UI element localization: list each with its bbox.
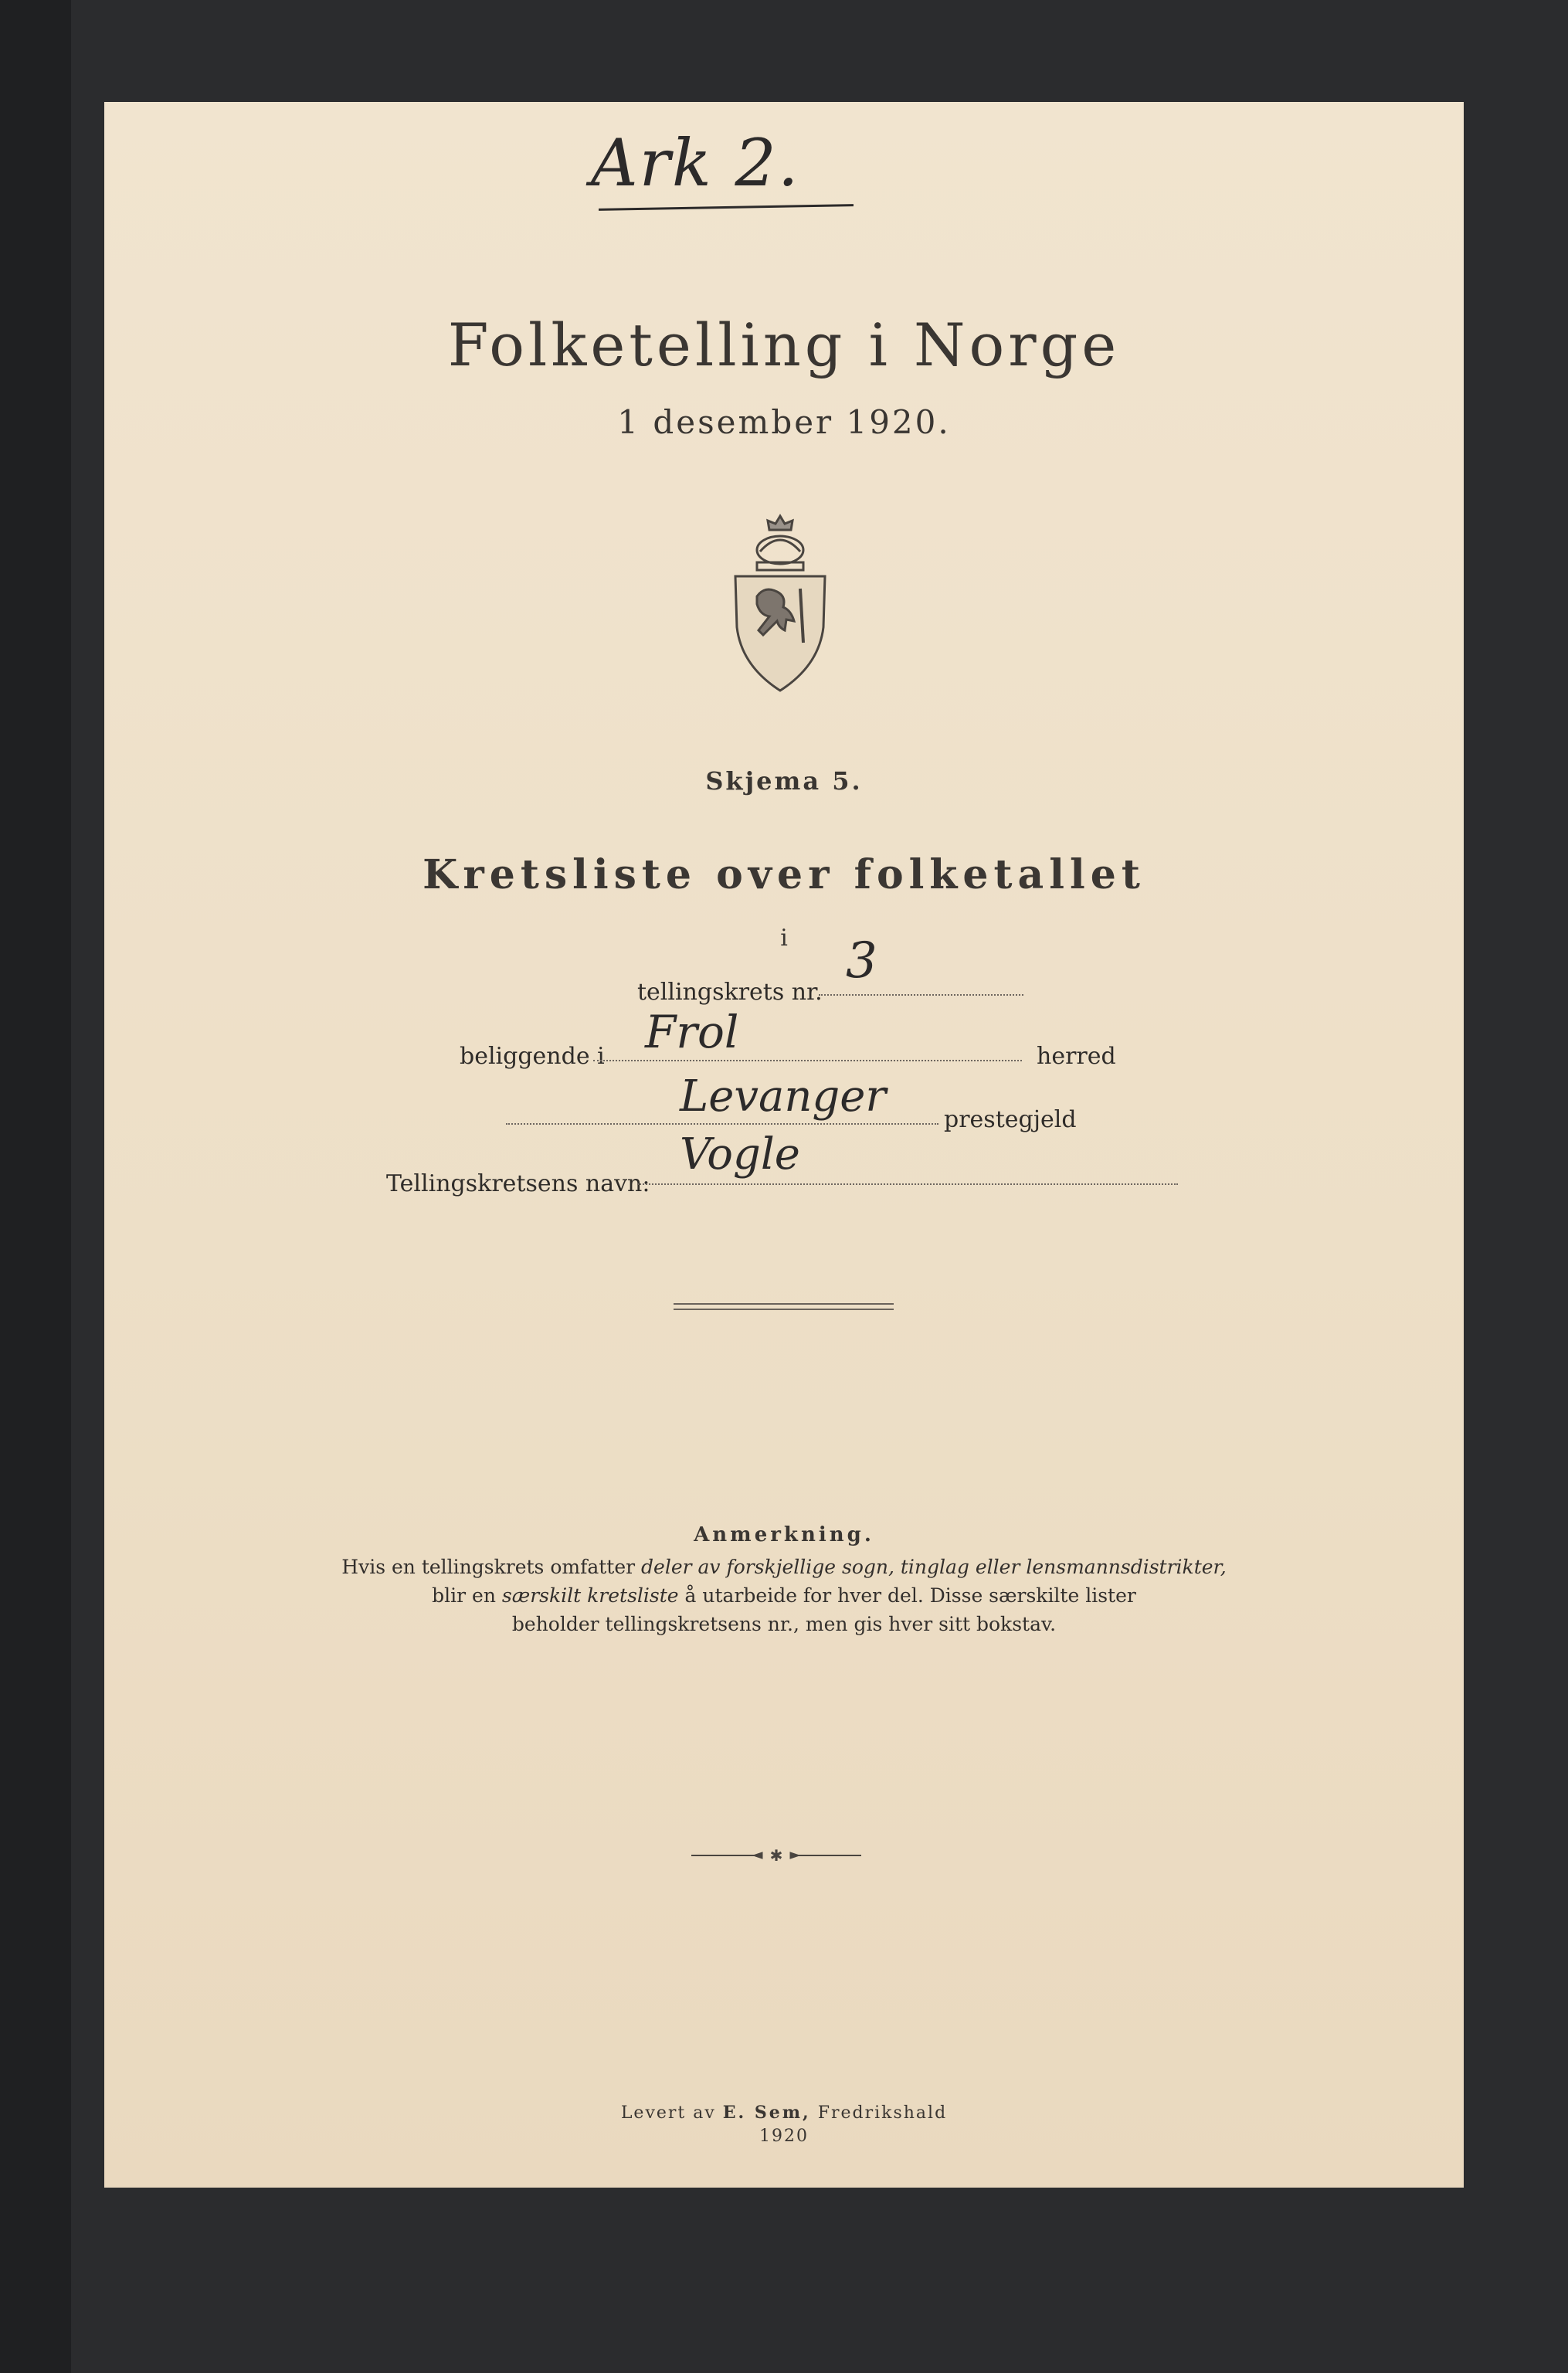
remark-line-3: beholder tellingskretsens nr., men gis hver sitt bokstav. <box>511 1613 1057 1635</box>
prestegjeld-value: Levanger <box>680 1071 887 1122</box>
census-date: 1 desember 1920. <box>617 403 951 441</box>
tellingskrets-label: tellingskrets nr. <box>637 979 823 1006</box>
handwritten-sheet-number <box>591 125 946 210</box>
remark-text <box>104 1553 1464 1638</box>
prestegjeld-suffix: prestegjeld <box>944 1106 1077 1133</box>
schema-number: Skjema 5. <box>705 766 863 796</box>
beliggende-label: beliggende i <box>460 1043 605 1070</box>
divider-rule <box>674 1309 894 1310</box>
remark-line-1: Hvis en tellingskrets omfatter deler av forskjellige sogn, tinglag eller lensmannsdistrikter, <box>341 1556 1227 1578</box>
printer-line: Levert av E. Sem, Fredrikshald <box>620 2103 948 2123</box>
herred-value: Frol <box>645 1006 739 1058</box>
kretsnavn-value: Vogle <box>680 1129 800 1180</box>
scan-border <box>0 0 71 2373</box>
ark-underline <box>599 204 854 211</box>
svg-text:✱: ✱ <box>769 1846 783 1865</box>
tellingskrets-value: 3 <box>846 932 877 990</box>
norwegian-coat-of-arms-icon <box>726 511 834 697</box>
printer-year: 1920 <box>759 2127 809 2146</box>
page-title: Folketelling i Norge <box>447 311 1121 379</box>
printer-credit <box>104 2101 1464 2148</box>
herred-suffix: herred <box>1037 1043 1116 1070</box>
remark-title: Anmerkning. <box>694 1523 874 1546</box>
heading-connector: i <box>780 925 788 952</box>
kretsnavn-label: Tellingskretsens navn: <box>386 1170 650 1197</box>
remark-line-2: blir en særskilt kretsliste å utarbeide for hver del. Disse særskilte lister <box>432 1584 1136 1607</box>
census-form-page <box>104 102 1464 2188</box>
divider-rule <box>674 1303 894 1305</box>
ornament-divider <box>691 1846 861 1865</box>
form-heading: Kretsliste over folketallet <box>423 851 1145 898</box>
ark-note: Ark 2. <box>591 125 800 201</box>
